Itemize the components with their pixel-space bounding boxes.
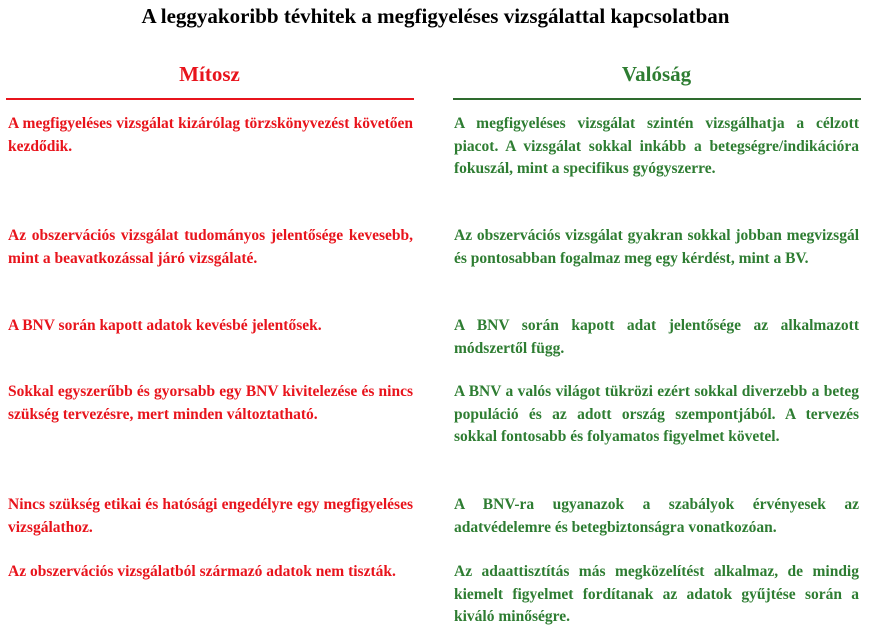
myth-statement-4: Sokkal egyszerűbb és gyorsabb egy BNV kivitelezése és nincs szükség tervezésre, mert minden változtatható. <box>8 383 413 423</box>
myth-heading-divider <box>6 98 414 100</box>
myth-statement-6: Az obszervációs vizsgálatból származó adatok nem tiszták. <box>8 563 396 580</box>
myth-statement-2: Az obszervációs vizsgálat tudományos jelentősége kevesebb, mint a beavatkozással járó vizsgálaté. <box>8 227 413 267</box>
reality-statement-5: A BNV-ra ugyanazok a szabályok érvényesek az adatvédelemre és betegbiztonságra vonatkozóan. <box>454 496 859 536</box>
reality-statement-2: Az obszervációs vizsgálat gyakran sokkal jobban megvizsgál és pontosabban fogalmaz meg egy kérdést, mint a BV. <box>454 227 859 267</box>
myth-statement-1: A megfigyeléses vizsgálat kizárólag törzskönyvezést követően kezdődik. <box>8 115 413 155</box>
reality-statement-1: A megfigyeléses vizsgálat szintén vizsgálhatja a célzott piacot. A vizsgálat sokkal inkább a betegségre/indikációra fokuszál, mint a specifikus gyógyszerre. <box>454 115 859 177</box>
myth-statement-3: A BNV során kapott adatok kevésbé jelentősek. <box>8 317 322 334</box>
reality-statement-4: A BNV a valós világot tükrözi ezért sokkal diverzebb a beteg populáció és az adott ország szempontjából. A tervezés sokkal fontosabb és folyamatos figyelmet követel. <box>454 383 859 445</box>
reality-column-heading: Valóság <box>621 62 692 86</box>
reality-statement-3: A BNV során kapott adat jelentősége az alkalmazott módszertől függ. <box>454 317 859 357</box>
page-title: A leggyakoribb tévhitek a megfigyeléses vizsgálattal kapcsolatban <box>141 4 730 28</box>
reality-heading-divider <box>453 98 861 100</box>
myth-statement-5: Nincs szükség etikai és hatósági engedélyre egy megfigyeléses vizsgálathoz. <box>8 496 413 536</box>
reality-statement-6: Az adaattisztítás más megközelítést alkalmaz, de mindig kiemelt figyelmet fordítanak az adatok gyűjtése során a kiváló minőségre. <box>454 563 859 625</box>
myth-column-heading: Mítosz <box>179 62 240 86</box>
